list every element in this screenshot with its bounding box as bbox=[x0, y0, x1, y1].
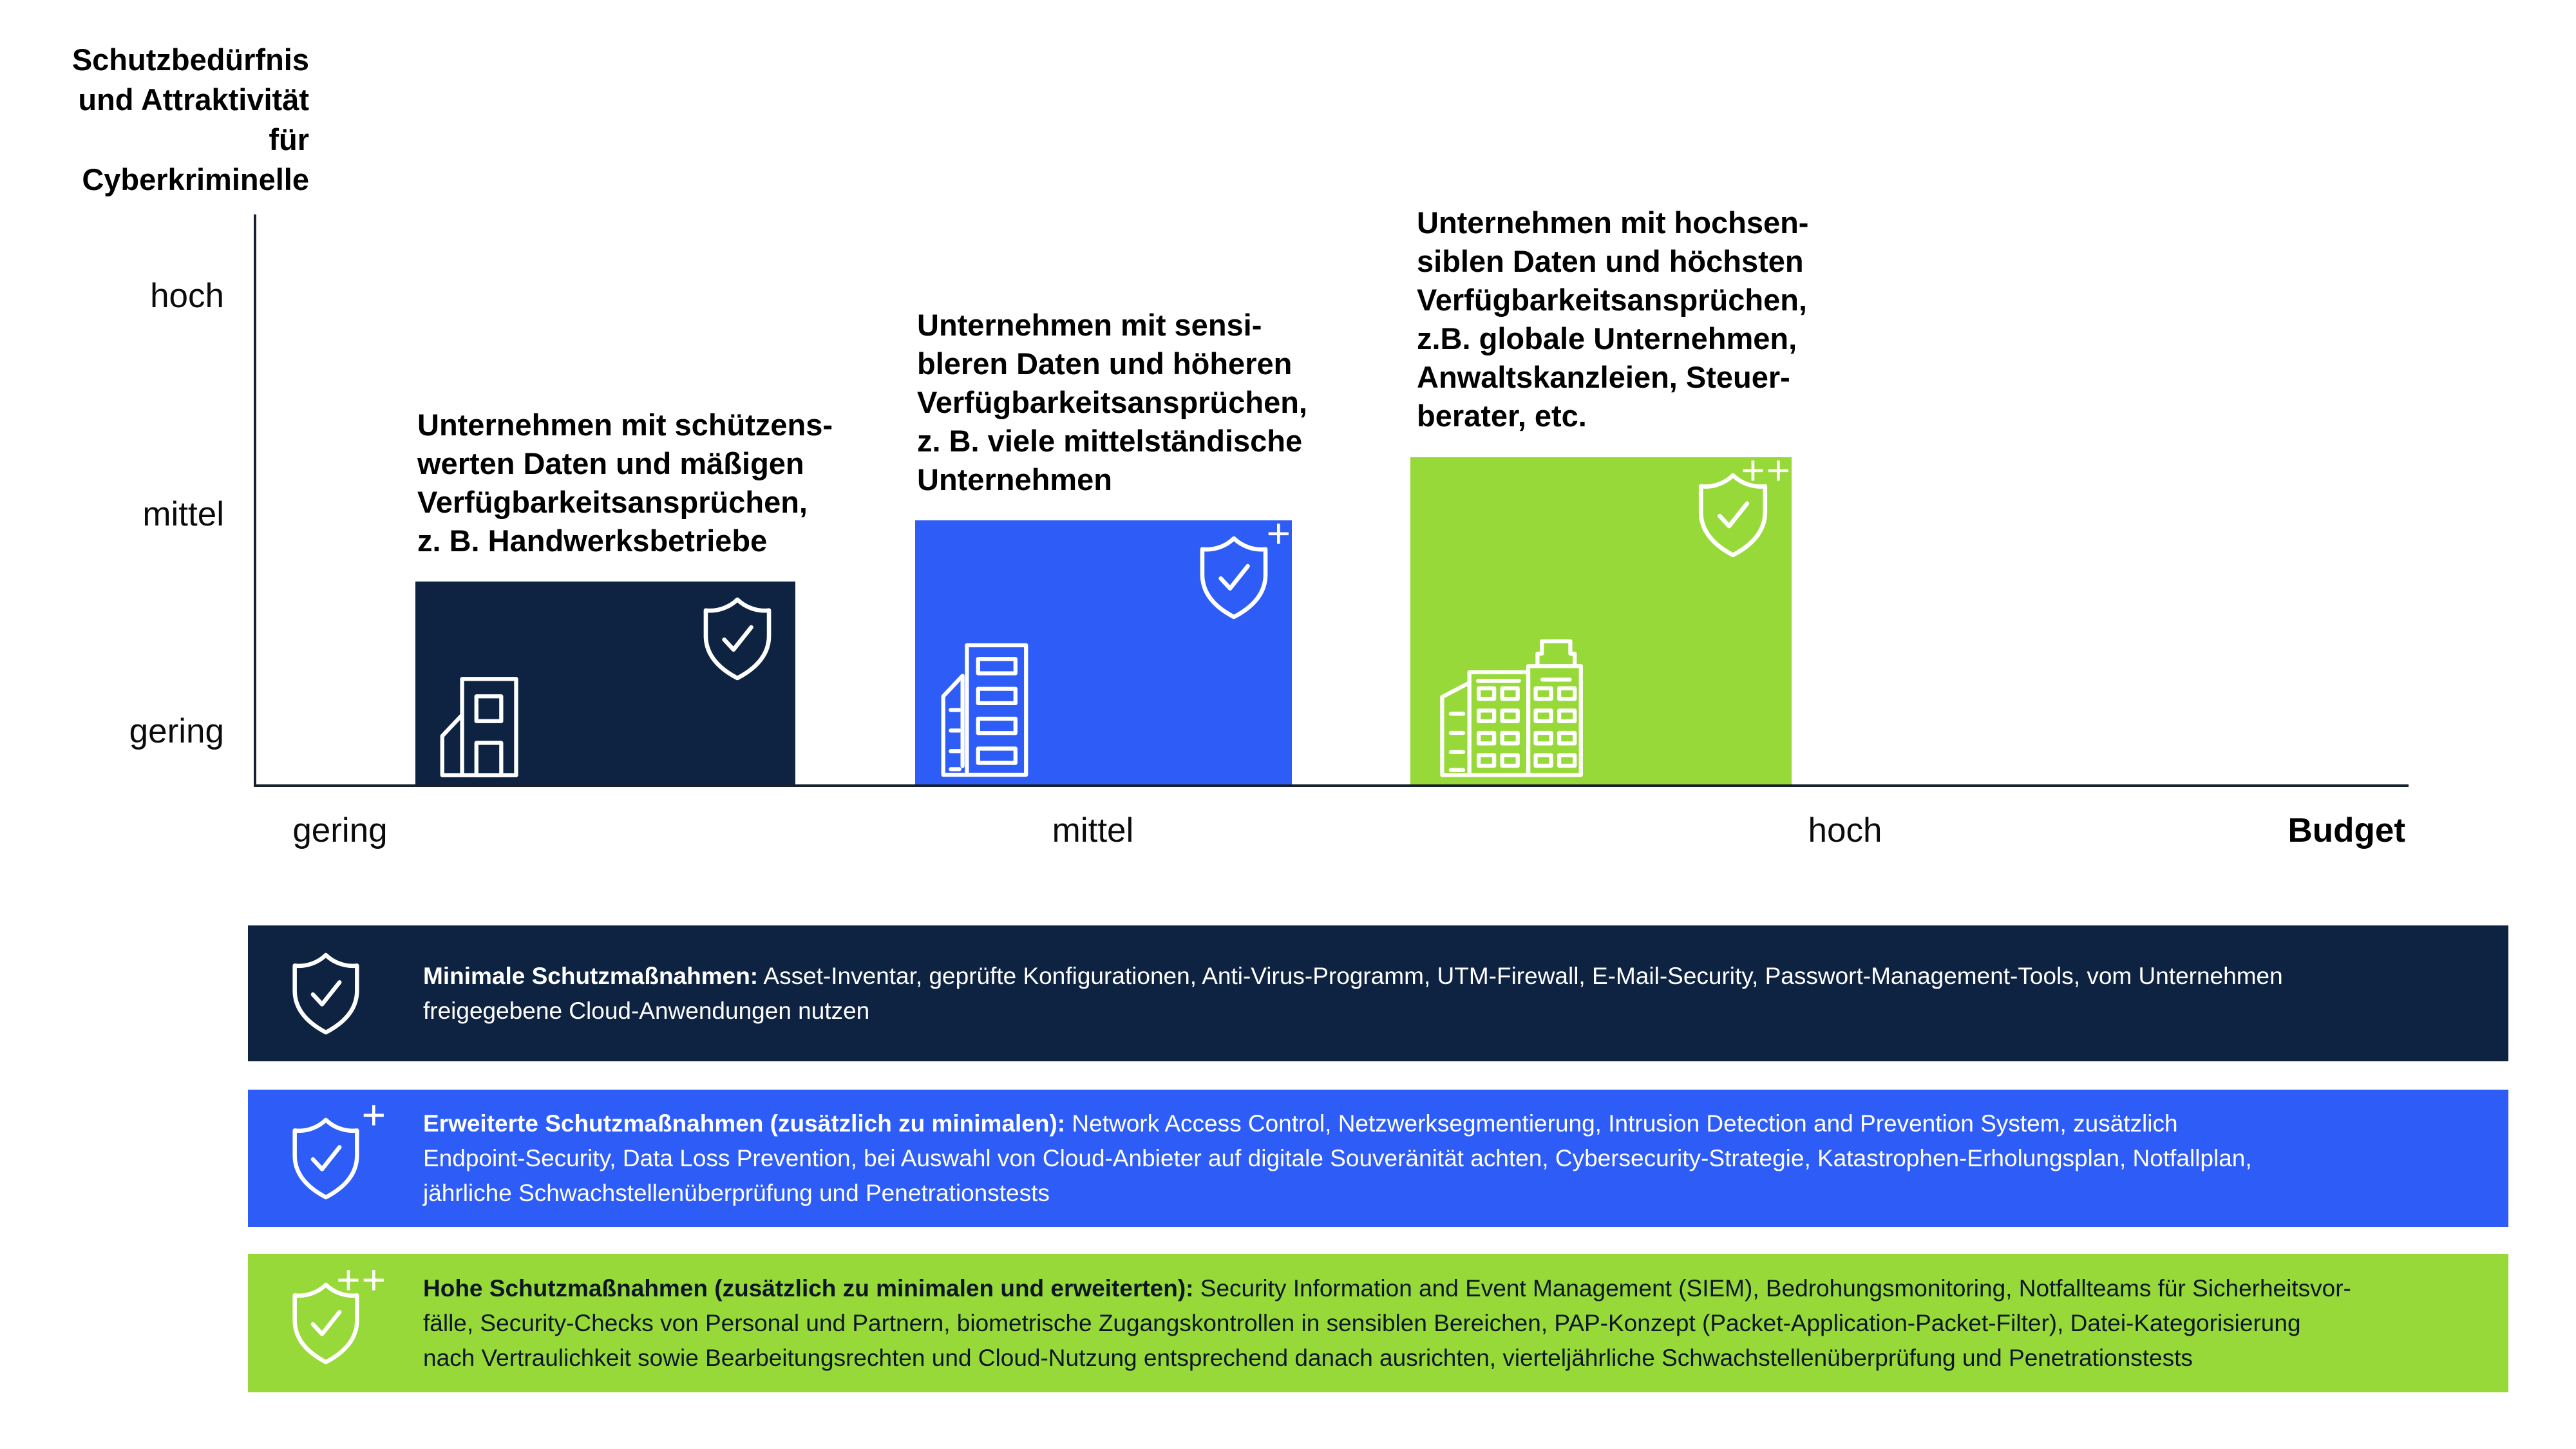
y-axis-line bbox=[254, 214, 256, 787]
bar1-annotation-line: werten Daten und mäßigen bbox=[417, 446, 804, 480]
x-tick-gering: gering bbox=[292, 811, 388, 849]
legend-text-line: Endpoint-Security, Data Loss Prevention, bei Auswahl von Cloud-Anbieter auf digitale Souveränität achten, Cybersecurity-Strategie, Katastrophen-Erholungsplan, Notfallplan, bbox=[423, 1144, 2252, 1171]
bar2-annotation-line: bleren Daten und höheren bbox=[917, 346, 1293, 381]
shield-check-icon bbox=[699, 596, 776, 682]
legend-term: Erweiterte Schutzmaßnahmen (zusätzlich zu minimalen): bbox=[423, 1110, 1066, 1137]
legend-description: Network Access Control, Netzwerksegmentierung, Intrusion Detection and Prevention System, zusätzlich bbox=[1072, 1110, 2178, 1137]
bar1-annotation-line: Unternehmen mit schützens- bbox=[417, 408, 833, 442]
x-axis-title: Budget bbox=[2287, 811, 2405, 849]
chart-title-line: für Cyberkriminelle bbox=[82, 122, 309, 196]
legend-text-line: nach Vertraulichkeit sowie Bearbeitungsrechten und Cloud-Nutzung entsprechend danach ausrichten, vierteljährliche Schwachstellenüberprüfung und Penetrationstests bbox=[423, 1344, 2193, 1371]
y-tick-mittel: mittel bbox=[142, 495, 224, 533]
bar3-annotation bbox=[1417, 204, 1868, 435]
legend-hoch bbox=[248, 1254, 2508, 1392]
plus-plus-badge: ++ bbox=[336, 1256, 387, 1303]
shield-check-icon bbox=[288, 951, 368, 1036]
bar2-annotation bbox=[917, 306, 1368, 499]
bar3-annotation-line: Anwaltskanzleien, Steuer- bbox=[1417, 360, 1790, 394]
legend-text-line bbox=[423, 1271, 2351, 1306]
small-building-icon bbox=[437, 673, 524, 779]
bar3-annotation-line: Unternehmen mit hochsen- bbox=[1417, 205, 1809, 240]
bar-hoch bbox=[1410, 447, 1792, 784]
legend-description: Asset-Inventar, geprüfte Konfigurationen, Anti-Virus-Programm, UTM-Firewall, E-Mail-Security, Passwort-Management-Tools, vom Unternehmen bbox=[763, 962, 2283, 989]
bar2-annotation-line: Unternehmen mit sensi- bbox=[917, 308, 1262, 342]
chart-title bbox=[39, 40, 309, 200]
legend-text-line bbox=[423, 959, 2283, 994]
legend-term: Hohe Schutzmaßnahmen (zusätzlich zu minimalen und erweiterten): bbox=[423, 1274, 1194, 1302]
y-tick-gering: gering bbox=[129, 712, 224, 750]
legend-text-line: fälle, Security-Checks von Personal und Partnern, biometrische Zugangskontrollen in sensiblen Bereichen, PAP-Konzept (Packet-Application-Packet-Filter), Datei-Kategorisierung bbox=[423, 1309, 2301, 1336]
legend-text-line: jährliche Schwachstellenüberprüfung und Penetrationstests bbox=[423, 1179, 1050, 1206]
bar2-annotation-line: z. B. viele mittelständische bbox=[917, 424, 1303, 458]
bar1-annotation bbox=[417, 406, 868, 560]
plus-plus-badge: ++ bbox=[1741, 447, 1792, 493]
legend-text-line: freigegebene Cloud-Anwendungen nutzen bbox=[423, 997, 870, 1024]
bar2-annotation-line: Verfügbarkeitsansprüchen, bbox=[917, 385, 1307, 419]
bar2-annotation-line: Unternehmen bbox=[917, 462, 1112, 497]
legend-term: Minimale Schutzmaßnahmen: bbox=[423, 962, 759, 989]
shield-check-plus-icon bbox=[288, 1091, 387, 1201]
x-tick-hoch: hoch bbox=[1808, 811, 1882, 849]
bar3-annotation-line: Verfügbarkeitsansprüchen, bbox=[1417, 283, 1807, 317]
shield-check-plus-icon bbox=[1195, 510, 1292, 621]
legend-minimal bbox=[248, 925, 2508, 1061]
bar3-annotation-line: berater, etc. bbox=[1417, 399, 1587, 433]
y-tick-hoch: hoch bbox=[150, 277, 224, 315]
shield-check-plusplus-icon bbox=[1694, 447, 1792, 559]
chart-title-line: und Attraktivität bbox=[78, 82, 309, 117]
legend-erweitert bbox=[248, 1090, 2508, 1227]
legend-text-line bbox=[423, 1106, 2252, 1141]
x-axis-line bbox=[254, 784, 2409, 787]
bar-minimal bbox=[415, 582, 795, 784]
x-tick-mittel: mittel bbox=[1052, 811, 1134, 849]
large-building-icon bbox=[1432, 623, 1593, 779]
medium-building-icon bbox=[937, 641, 1030, 779]
shield-check-plusplus-icon bbox=[288, 1256, 387, 1366]
bar3-annotation-line: siblen Daten und höchsten bbox=[1417, 244, 1804, 278]
plus-badge: + bbox=[1266, 510, 1292, 556]
legend-hoch-text bbox=[423, 1271, 2351, 1376]
legend-minimal-text bbox=[423, 959, 2283, 1028]
plus-badge: + bbox=[361, 1091, 387, 1138]
legend-description: Security Information and Event Management (SIEM), Bedrohungsmonitoring, Notfallteams für Sicherheitsvor- bbox=[1200, 1274, 2351, 1302]
bar1-annotation-line: z. B. Handwerksbetriebe bbox=[417, 524, 768, 558]
bar-erweitert bbox=[915, 510, 1292, 784]
bar1-annotation-line: Verfügbarkeitsansprüchen, bbox=[417, 485, 808, 519]
legend-erweitert-text bbox=[423, 1106, 2252, 1211]
chart-title-line: Schutzbedürfnis bbox=[71, 43, 309, 77]
bar3-annotation-line: z.B. globale Unternehmen, bbox=[1417, 321, 1797, 355]
